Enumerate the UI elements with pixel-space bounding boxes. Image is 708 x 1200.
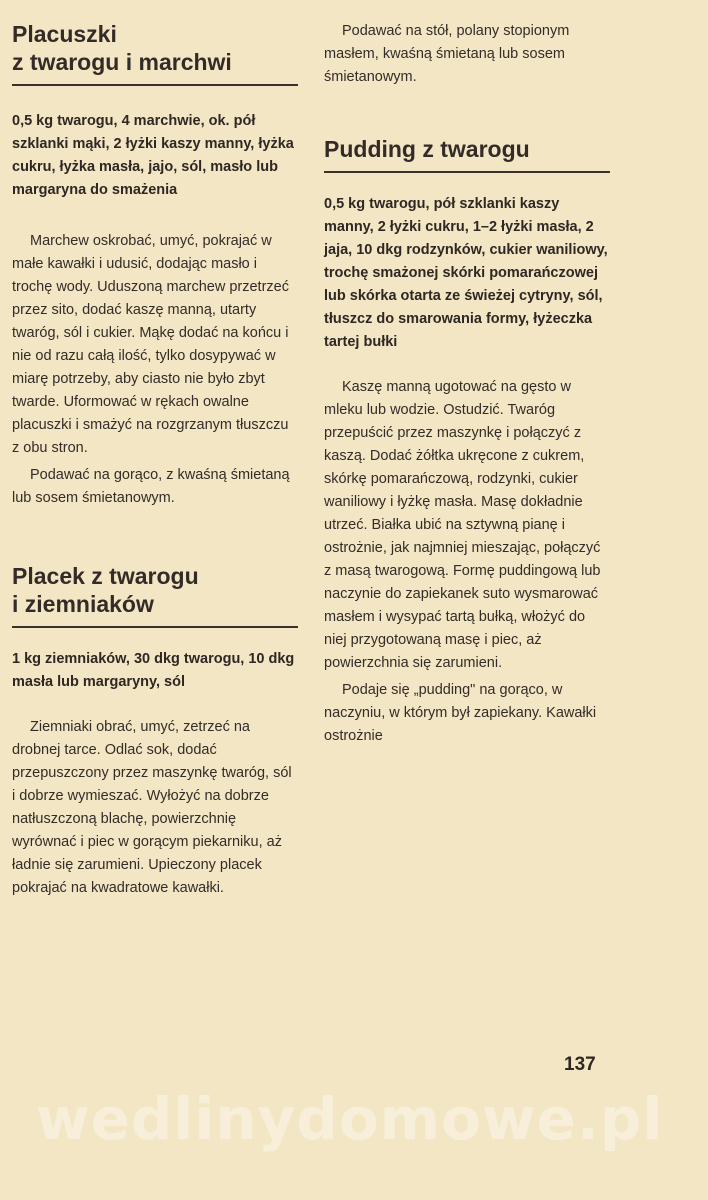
- recipe-title: Pudding z twarogu: [324, 136, 530, 162]
- recipe-title-line: Placek z twarogu: [12, 563, 199, 589]
- recipe-title-line: Placuszki: [12, 21, 117, 47]
- title-divider: [12, 84, 298, 86]
- recipe-pudding: [324, 135, 610, 748]
- instructions-paragraph: Podawać na stół, polany stopionym masłem, kwaśną śmietaną lub sosem śmietanowym.: [324, 23, 570, 85]
- recipe-placuszki: [12, 20, 298, 510]
- left-column: [12, 20, 298, 900]
- title-divider: [12, 626, 298, 628]
- recipe-title-line: z twarogu i marchwi: [12, 49, 232, 75]
- recipe-title: [12, 562, 298, 618]
- recipe-title: [12, 20, 298, 76]
- recipe-placek: [12, 562, 298, 900]
- right-column: [324, 20, 610, 748]
- instructions-paragraph: Podaje się „pudding" na gorąco, w naczyniu, w którym był zapiekany. Kawałki ostrożnie: [324, 682, 597, 744]
- title-divider: [324, 171, 610, 173]
- instructions-paragraph: Marchew oskrobać, umyć, pokrajać w małe kawałki i udusić, dodając masło i trochę wody. Uduszoną marchew przetrzeć przez sito, dodać kaszę manną, utarty twaróg, sól i cukier. Mąkę dodać na końcu i nie od razu całą ilość, tylko dosypywać w miarę potrzeby, aby ciasto nie było zbyt twarde. Uformować w rękach owalne placuszki i smażyć na rozgrzanym tłuszczu z obu stron.: [12, 233, 289, 456]
- instructions-paragraph: Kaszę manną ugotować na gęsto w mleku lub wodzie. Ostudzić. Twaróg przepuścić przez maszynkę i połączyć z kaszą. Dodać żółtka ukręcone z cukrem, skórkę pomarańczową, rodzynki, cukier waniliowy i łyżkę masła. Masę dokładnie utrzeć. Białka ubić na sztywną pianę i ostrożnie, jak najmniej mieszając, połączyć z masą twarogową. Formę puddingową lub naczynie do zapiekanek suto wysmarować masłem i wysypać tartą bułką, włożyć do niej przygotowaną masę i piec, aż powierzchnia się zarumieni.: [324, 379, 601, 671]
- watermark-text: wedlinydomowe.pl: [36, 1085, 664, 1153]
- recipe-title-line: i ziemniaków: [12, 591, 154, 617]
- page-number: 137: [564, 1054, 596, 1075]
- ingredients-list: 0,5 kg twarogu, pół szklanki kaszy manny, 2 łyżki cukru, 1–2 łyżki masła, 2 jaja, 10 dkg rodzynków, cukier waniliowy, trochę smażonej skórki pomarańczowej lub skórka otarta ze świeżej cytryny, sól, tłuszcz do smarowania formy, łyżeczka tartej bułki: [324, 196, 608, 350]
- ingredients-list: 0,5 kg twarogu, 4 marchwie, ok. pół szklanki mąki, 2 łyżki kaszy manny, łyżka cukru, łyżka masła, jajo, sól, masło lub margaryna do smażenia: [12, 113, 294, 198]
- ingredients-list: 1 kg ziemniaków, 30 dkg twarogu, 10 dkg masła lub margaryny, sól: [12, 651, 295, 690]
- instructions-paragraph: Podawać na gorąco, z kwaśną śmietaną lub sosem śmietanowym.: [12, 467, 290, 506]
- instructions-paragraph: Ziemniaki obrać, umyć, zetrzeć na drobnej tarce. Odlać sok, dodać przepuszczony przez maszynkę twaróg, sól i dobrze wymieszać. Wyłożyć na dobrze natłuszczoną blachę, powierzchnię wyrównać i piec w gorącym piekarniku, aż ładnie się zarumieni. Upieczony placek pokrajać na kwadratowe kawałki.: [12, 719, 292, 896]
